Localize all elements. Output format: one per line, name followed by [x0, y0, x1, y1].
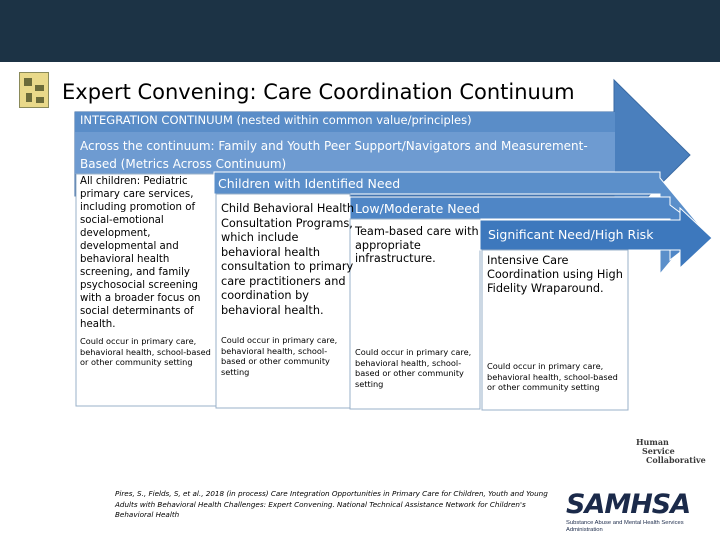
col4-note: Could occur in primary care, behavioral health, school-based or other community setting [487, 361, 618, 392]
col2-note: Could occur in primary care, behavioral health, school-based or other community setting [221, 335, 338, 377]
hsc-logo-line: Collaborative [646, 455, 706, 465]
col2-body: Child Behavioral Health Consultation Programs, which include behavioral health consultation to primary care practitioners and coordination by behavioral health. [221, 202, 354, 317]
slide-title: Expert Convening: Care Coordination Continuum [62, 80, 575, 104]
col3-note: Could occur in primary care, behavioral health, school-based or other community setting [355, 347, 472, 389]
citation: Pires, S., Fields, S, et al., 2018 (in process) Care Integration Opportunities in Primary Care for Children, Youth and Young Adults with Behavioral Health Challenges: Expert Convening. National Technical Assistance Network for Children's Behavioral Health [115, 489, 548, 519]
col3-body: Team-based care with appropriate infrastructure. [355, 225, 479, 265]
col4-body: Intensive Care Coordination using High Fidelity Wraparound. [487, 254, 623, 295]
hsc-logo-line: Human [636, 437, 669, 447]
col2-heading: Children with Identified Need [218, 176, 401, 191]
col4-heading: Significant Need/High Risk [488, 227, 654, 242]
col3-heading: Low/Moderate Need [355, 201, 480, 216]
integration-continuum-label: INTEGRATION CONTINUUM (nested within common value/principles) [80, 113, 472, 127]
hsc-logo [636, 438, 706, 474]
col1-note: Could occur in primary care, behavioral health, school-based or other community setting [80, 336, 211, 367]
samhsa-logo-subtitle: Substance Abuse and Mental Health Services Administration [566, 520, 684, 533]
samhsa-logo: SAMHSA [566, 489, 691, 520]
col1-heading: All children: Pediatric primary care services, including promotion of social-emotional development, developmental and behavioral health screening, and family psychosocial screening with a broader focus on social determinants of health. [80, 176, 201, 330]
hsc-logo-line: Service [642, 446, 675, 456]
across-continuum-label: Across the continuum: Family and Youth Peer Support/Navigators and Measurement-Based (Metrics Across Continuum) [80, 139, 588, 171]
